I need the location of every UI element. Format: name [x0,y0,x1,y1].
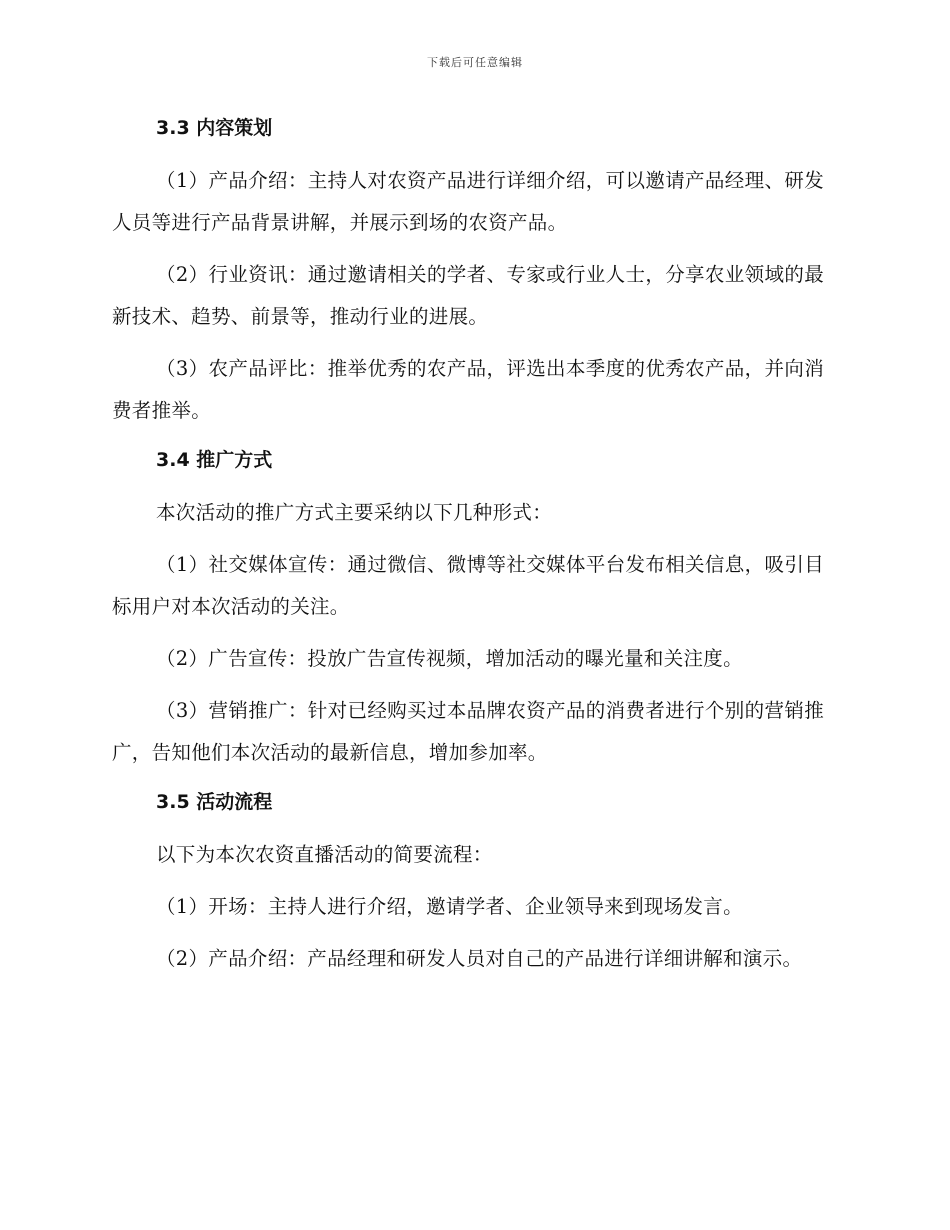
section-3-5 [112,784,824,980]
paragraph: （1）开场：主持人进行介绍，邀请学者、企业领导来到现场发言。 [156,895,743,918]
paragraph: （2）广告宣传：投放广告宣传视频，增加活动的曝光量和关注度。 [156,647,743,670]
paragraph: （1）产品介绍：主持人对农资产品进行详细介绍，可以邀请产品经理、研发人员等进行产品背景讲解，并展示到场的农资产品。 [112,169,824,234]
section-heading: 3.4 推广方式 [156,449,273,471]
section-heading: 3.3 内容策划 [156,117,273,139]
paragraph: （2）产品介绍：产品经理和研发人员对自己的产品进行详细讲解和演示。 [156,947,803,970]
paragraph: （1）社交媒体宣传：通过微信、微博等社交媒体平台发布相关信息，吸引目标用户对本次活动的关注。 [112,553,824,618]
paragraph: （2）行业资讯：通过邀请相关的学者、专家或行业人士，分享农业领域的最新技术、趋势、前景等，推动行业的进展。 [112,263,824,328]
section-heading: 3.5 活动流程 [156,791,273,813]
section-3-3 [112,110,824,432]
paragraph: 本次活动的推广方式主要采纳以下几种形式： [156,501,553,524]
section-3-4 [112,442,824,774]
paragraph: （3）营销推广：针对已经购买过本品牌农资产品的消费者进行个别的营销推广，告知他们本次活动的最新信息，增加参加率。 [112,699,824,764]
document-body [112,110,824,990]
running-header: 下载后可任意编辑 [427,56,523,69]
paragraph: 以下为本次农资直播活动的简要流程： [156,843,493,866]
paragraph: （3）农产品评比：推举优秀的农产品，评选出本季度的优秀农产品，并向消费者推举。 [112,357,824,422]
